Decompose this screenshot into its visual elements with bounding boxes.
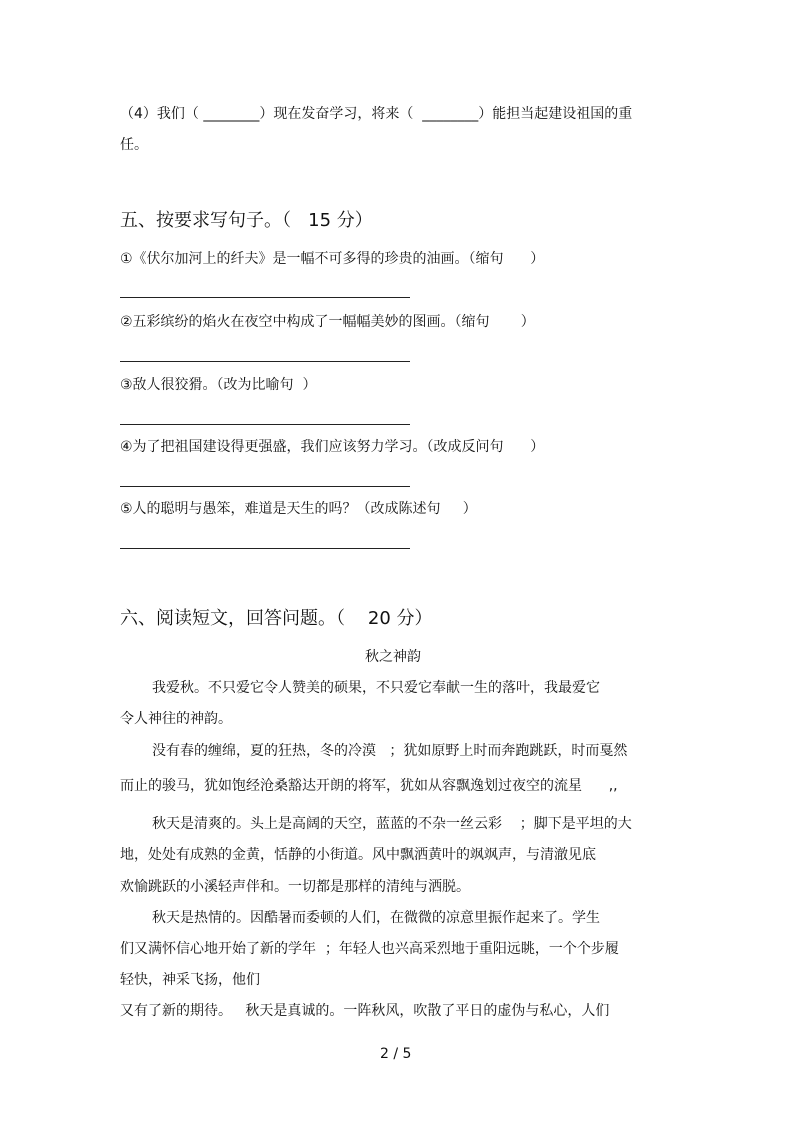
passage-line: 们又满怀信心地开始了新的学年 ；年轻人也兴高采烈地于重阳远眺，一个个步履 xyxy=(120,941,619,957)
answer-line-2 xyxy=(120,361,410,362)
answer-line-5 xyxy=(120,548,410,549)
section-5-item-4: ④为了把祖国建设得更强盛，我们应该努力学习。（改成反问句 ） xyxy=(120,439,545,455)
answer-line-4 xyxy=(120,486,410,487)
section-5-item-3: ③敌人很狡猾。（改为比喻句 ） xyxy=(120,377,317,393)
section-5-item-2: ②五彩缤纷的焰火在夜空中构成了一幅幅美妙的图画。（缩句 ） xyxy=(120,314,535,330)
passage-line: 地，处处有成熟的金黄，恬静的小街道。风中飘洒黄叶的飒飒声，与清澈见底 xyxy=(120,847,596,863)
passage-line: 我爱秋。不只爱它令人赞美的硕果，不只爱它奉献一生的落叶，我最爱它 xyxy=(152,680,600,696)
passage-line: 又有了新的期待。 秋天是真诚的。一阵秋风，吹散了平日的虚伪与私心，人们 xyxy=(120,1003,610,1019)
section-5-item-1: ①《伏尔加河上的纤夫》是一幅不可多得的珍贵的油画。（缩句 ） xyxy=(120,251,545,267)
answer-line-3 xyxy=(120,424,410,425)
page-number: 2 / 5 xyxy=(380,1046,412,1062)
section-5-heading: 五、按要求写句子。（ 15 分） xyxy=(120,210,373,231)
answer-line-1 xyxy=(120,297,410,298)
passage-line: 欢愉跳跃的小溪轻声伴和。一切都是那样的清纯与洒脱。 xyxy=(120,879,470,895)
passage-line: 令人神往的神韵。 xyxy=(120,711,232,727)
passage-line: 轻快，神采飞扬，他们 xyxy=(120,972,260,988)
passage-line: 秋天是清爽的。头上是高阔的天空，蓝蓝的不杂一丝云彩 ；脚下是平坦的大 xyxy=(152,816,632,832)
section-5-item-5: ⑤人的聪明与愚笨，难道是天生的吗？（改成陈述句 ） xyxy=(120,501,477,517)
passage-line: 没有春的缠绵，夏的狂热，冬的冷漠 ；犹如原野上时而奔跑跳跃，时而戛然 xyxy=(152,743,628,759)
section-6-heading: 六、阅读短文，回答问题。（ 20 分） xyxy=(120,608,433,629)
passage-line: 秋天是热情的。因酷暑而委顿的人们，在微微的凉意里振作起来了。学生 xyxy=(152,910,600,926)
q4-line-1: （4）我们（ ________）现在发奋学习，将来（ ________）能担当起建设祖国的重 xyxy=(120,106,633,122)
q4-line-2: 任。 xyxy=(120,137,148,153)
passage-line: 而止的骏马，犹如饱经沧桑豁达开朗的将军，犹如从容飘逸划过夜空的流星 ,, xyxy=(120,778,618,794)
passage-title: 秋之神韵 xyxy=(365,649,421,665)
